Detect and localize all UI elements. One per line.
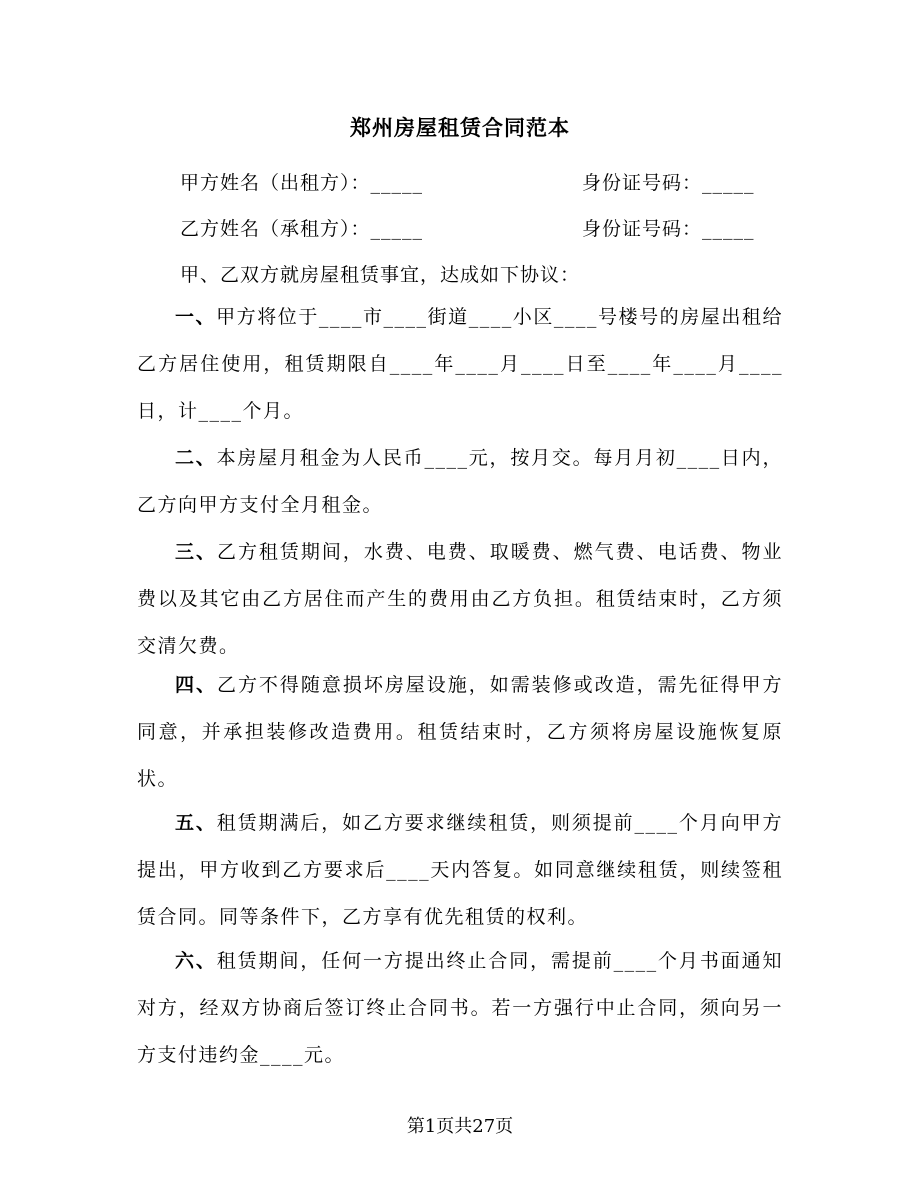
clause-4	[137, 662, 783, 803]
clause-6	[137, 938, 783, 1079]
clause-number: 二、	[175, 447, 217, 469]
party-b-name-field: 乙方姓名（承租方）：_____	[180, 218, 424, 240]
document-title: 郑州房屋租赁合同范本	[350, 115, 570, 140]
clause-number: 四、	[175, 674, 217, 696]
clause-5	[137, 800, 783, 941]
clause-number: 三、	[175, 541, 217, 563]
party-b-id-field: 身份证号码：_____	[582, 218, 755, 240]
clause-text: 乙方租赁期间，水费、电费、取暖费、燃气费、电话费、物业费以及其它由乙方居住而产生的费用由乙方负担。租赁结束时，乙方须交清欠费。	[137, 541, 783, 657]
clause-1	[137, 294, 783, 435]
clause-text: 本房屋月租金为人民币____元，按月交。每月月初____日内，乙方向甲方支付全月租金。	[137, 447, 783, 516]
clause-3	[137, 529, 783, 670]
clause-2	[137, 435, 783, 529]
clause-number: 六、	[175, 950, 217, 972]
party-a-id-field: 身份证号码：_____	[582, 172, 755, 194]
clause-number: 一、	[175, 306, 217, 328]
page-number: 第1页共27页	[406, 1116, 514, 1137]
intro-text: 甲、乙双方就房屋租赁事宜，达成如下协议：	[180, 264, 581, 286]
clause-text: 租赁期间，任何一方提出终止合同，需提前____个月书面通知对方，经双方协商后签订终止合同书。若一方强行中止合同，须向另一方支付违约金____元。	[137, 950, 783, 1066]
clause-text: 乙方不得随意损坏房屋设施，如需装修或改造，需先征得甲方同意，并承担装修改造费用。租赁结束时，乙方须将房屋设施恢复原状。	[137, 674, 783, 790]
clause-text: 租赁期满后，如乙方要求继续租赁，则须提前____个月向甲方提出，甲方收到乙方要求后____天内答复。如同意继续租赁，则续签租赁合同。同等条件下，乙方享有优先租赁的权利。	[137, 812, 783, 928]
clause-number: 五、	[175, 812, 217, 834]
clause-text: 甲方将位于____市____街道____小区____号楼号的房屋出租给乙方居住使用，租赁期限自____年____月____日至____年____月____日，计____个月。	[137, 306, 783, 422]
party-a-name-field: 甲方姓名（出租方）：_____	[180, 172, 424, 194]
